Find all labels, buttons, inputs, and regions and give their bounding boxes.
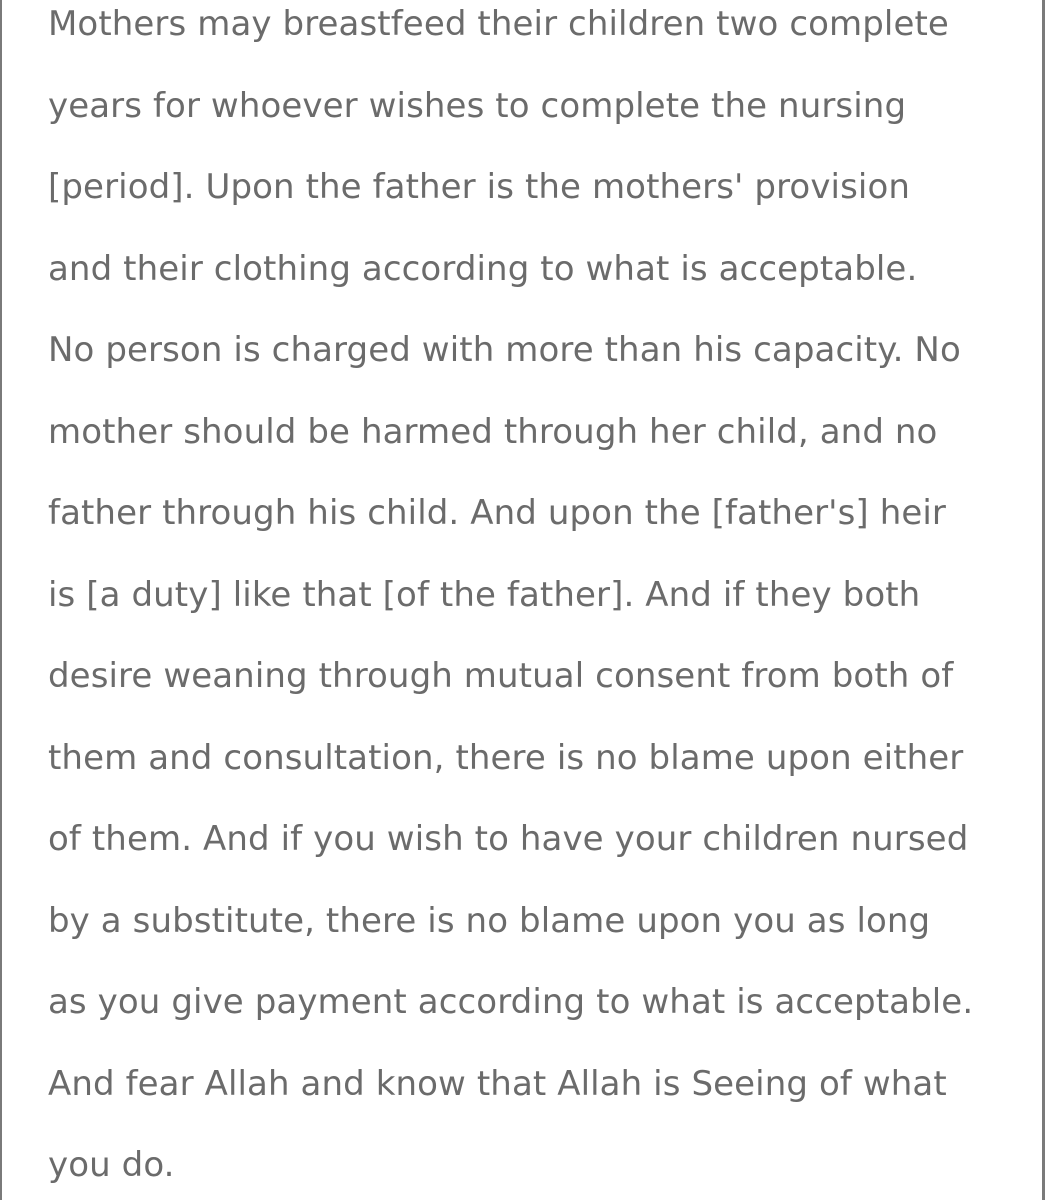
text-line: as you give payment according to what is acceptable.	[48, 982, 974, 1022]
text-line: is [a duty] like that [of the father]. And if they both	[48, 574, 921, 615]
text-line: [period]. Upon the father is the mothers' provision	[48, 167, 911, 207]
text-line: father through his child. And upon the [father's] heir	[48, 493, 946, 533]
text-line: Mothers may breastfeed their children two complete	[48, 4, 949, 44]
text-line: No person is charged with more than his capacity. No	[48, 330, 961, 370]
text-line: them and consultation, there is no blame upon either	[48, 737, 964, 778]
left-border	[0, 0, 2, 1200]
text-line: you do.	[48, 1145, 175, 1185]
verse-text	[48, 0, 1008, 1200]
text-line: And fear Allah and know that Allah is Seeing of what	[48, 1063, 947, 1104]
text-line: of them. And if you wish to have your children nursed	[48, 819, 969, 859]
text-line: and their clothing according to what is acceptable.	[48, 248, 918, 289]
text-line: desire weaning through mutual consent from both of	[48, 656, 954, 696]
text-line: years for whoever wishes to complete the nursing	[48, 85, 907, 126]
text-line: by a substitute, there is no blame upon you as long	[48, 900, 931, 941]
text-line: mother should be harmed through her child, and no	[48, 411, 938, 452]
